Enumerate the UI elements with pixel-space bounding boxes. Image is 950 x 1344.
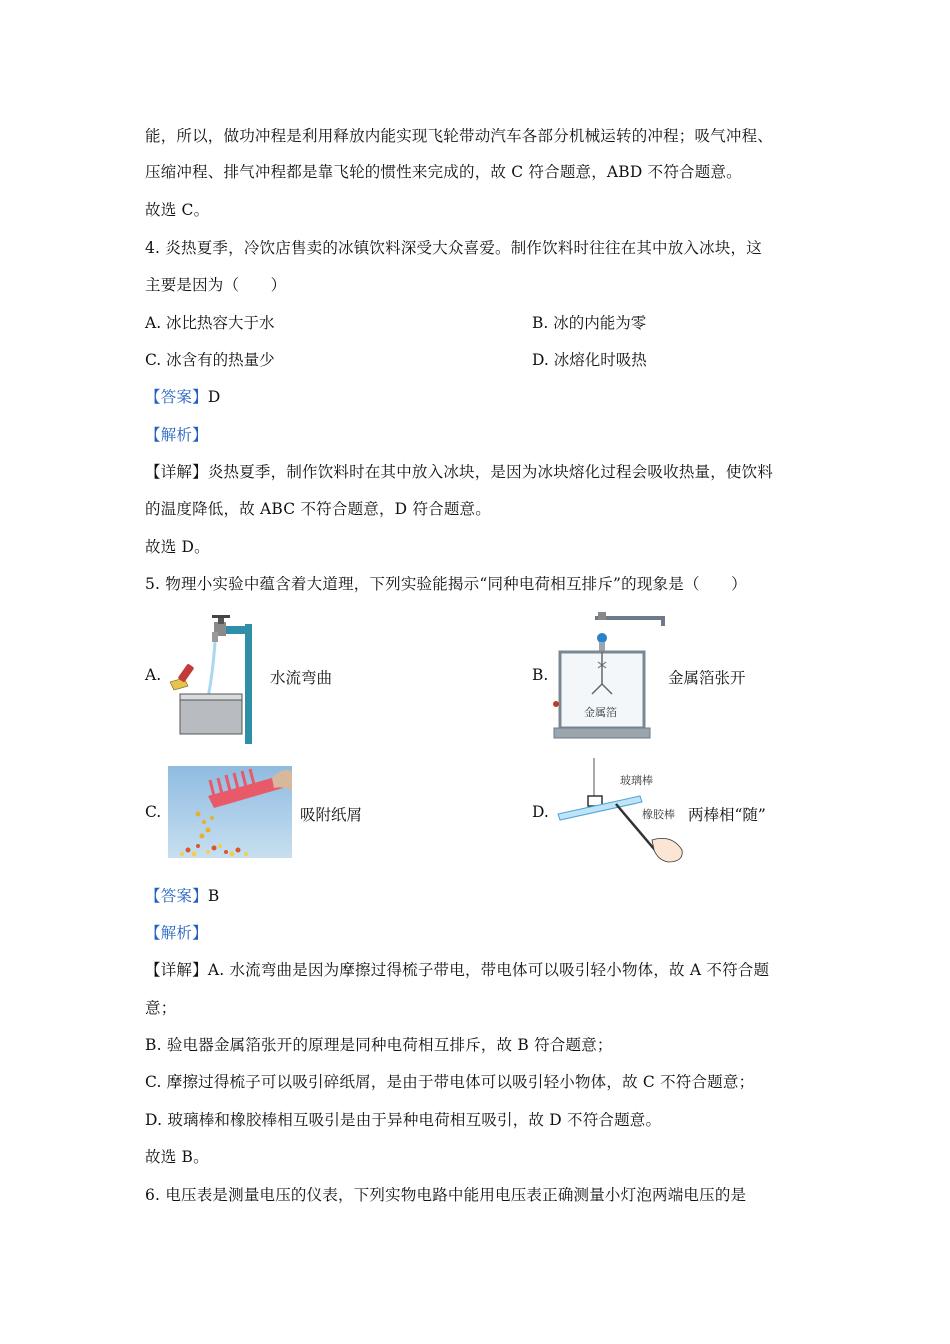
detail-line: C. 摩擦过得梳子可以吸引碎纸屑，是由于带电体可以吸引轻小物体，故 C 不符合题意； (145, 1073, 755, 1091)
answer-value: D (207, 388, 221, 406)
option-b: B. 冰的内能为零 (532, 314, 647, 332)
option-b-caption: 金属箔张开 (668, 669, 746, 687)
option-d-label: D. (532, 803, 549, 821)
analysis-tag: 【解析】 (145, 426, 208, 444)
option-a-caption: 水流弯曲 (270, 669, 333, 687)
conclusion: 故选 B。 (145, 1148, 209, 1166)
option-d-caption: 两棒相“随” (688, 806, 766, 824)
option-c-label: C. (145, 803, 162, 821)
detail-text: A. 水流弯曲是因为摩擦过得梳子带电，带电体可以吸引轻小物体，故 A 不符合题 (207, 961, 770, 979)
detail-tag: 【详解】 (145, 961, 208, 979)
detail-text: 炎热夏季，制作饮料时在其中放入冰块，是因为冰块熔化过程会吸收热量，使饮料 (207, 463, 774, 481)
question-6-stem: 6. 电压表是测量电压的仪表，下列实物电路中能用电压表正确测量小灯泡两端电压的是 (145, 1186, 747, 1204)
detail-line: D. 玻璃棒和橡胶棒相互吸引是由于异种电荷相互吸引，故 D 不符合题意。 (145, 1111, 662, 1129)
comb-paper-figure (168, 766, 292, 858)
conclusion: 故选 C。 (145, 201, 210, 219)
detail-line (145, 460, 773, 482)
answer-line (145, 385, 220, 407)
option-a: A. 冰比热容大于水 (145, 314, 275, 332)
answer-tag: 【答案】 (145, 388, 208, 406)
question-4-stem: 4. 炎热夏季，冷饮店售卖的冰镇饮料深受大众喜爱。制作饮料时往往在其中放入冰块，这 (145, 239, 762, 257)
detail-line: 意； (145, 999, 177, 1017)
answer-tag: 【答案】 (145, 887, 208, 905)
question-5-stem: 5. 物理小实验中蕴含着大道理，下列实验能揭示“同种电荷相互排斥”的现象是（ ） (145, 575, 747, 593)
glass-rod-label: 玻璃棒 (620, 774, 653, 787)
answer-value: B (207, 887, 220, 905)
option-b-label: B. (532, 666, 549, 684)
option-d: D. 冰熔化时吸热 (532, 351, 647, 369)
analysis-tag: 【解析】 (145, 924, 208, 942)
detail-line (145, 958, 769, 980)
option-c-caption: 吸附纸屑 (300, 806, 363, 824)
question-4-stem: 主要是因为（ ） (145, 276, 287, 294)
rods-figure (556, 758, 688, 866)
answer-line (145, 884, 219, 906)
conclusion: 故选 D。 (145, 538, 210, 556)
electroscope-figure (550, 612, 670, 740)
electroscope-leaf-label: 金属箔 (584, 706, 617, 719)
paragraph-line: 压缩冲程、排气冲程都是靠飞轮的惯性来完成的，故 C 符合题意，ABD 不符合题意。 (145, 163, 742, 181)
detail-line: B. 验电器金属箔张开的原理是同种电荷相互排斥，故 B 符合题意； (145, 1036, 613, 1054)
faucet-water-figure (168, 612, 258, 744)
option-c: C. 冰含有的热量少 (145, 351, 275, 369)
rubber-rod-label: 橡胶棒 (642, 808, 675, 821)
detail-tag: 【详解】 (145, 463, 208, 481)
paragraph-line: 能，所以，做功冲程是利用释放内能实现飞轮带动汽车各部分机械运转的冲程；吸气冲程、 (145, 127, 774, 145)
option-a-label: A. (145, 666, 162, 684)
detail-line: 的温度降低，故 ABC 不符合题意，D 符合题意。 (145, 500, 491, 518)
